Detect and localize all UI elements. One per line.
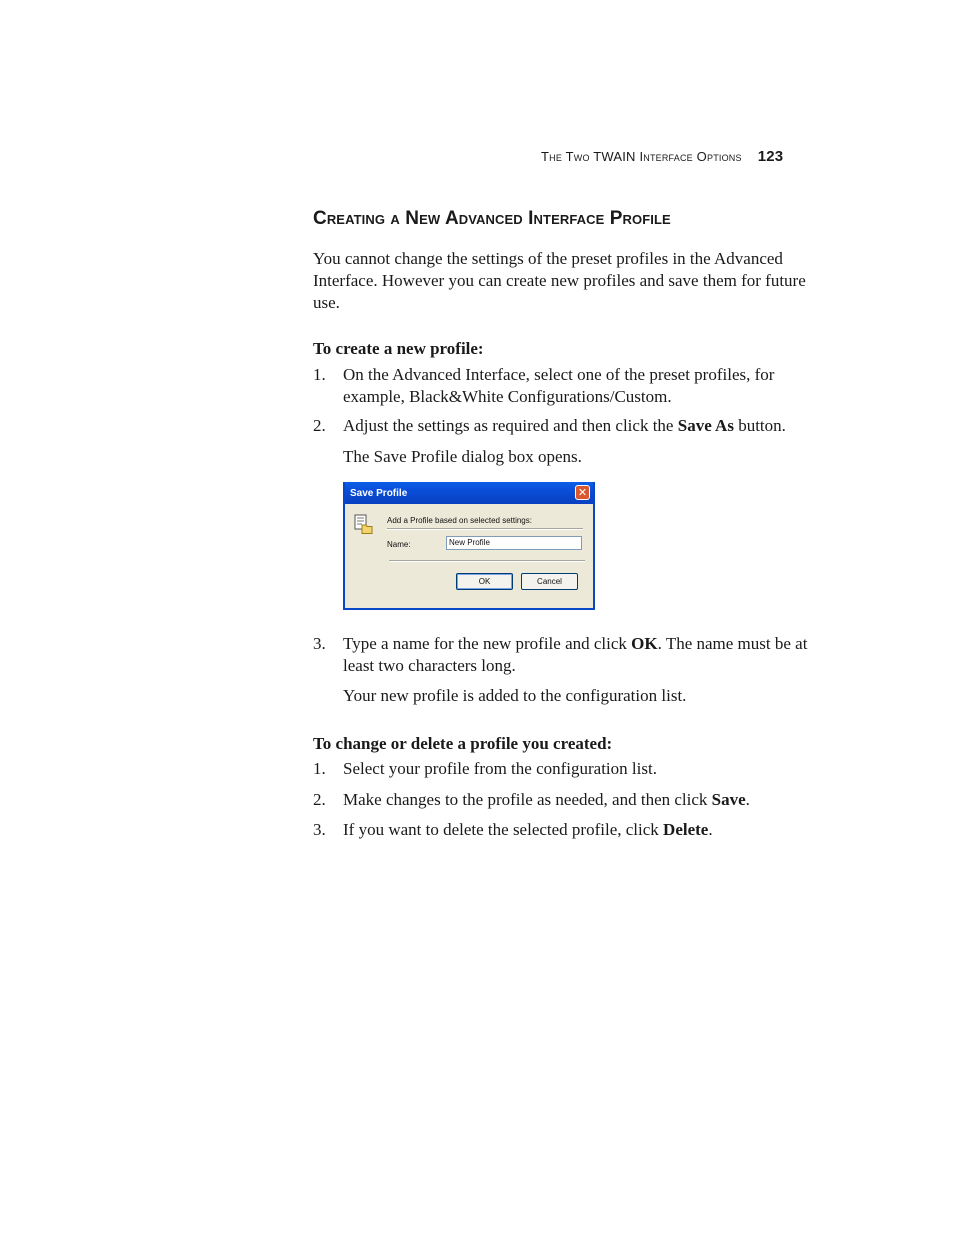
step-number: 3. bbox=[313, 634, 326, 653]
name-label: Name: bbox=[387, 540, 411, 549]
ok-button[interactable]: OK bbox=[456, 573, 513, 590]
create-step-3-note: Your new profile is added to the configuration list. bbox=[343, 686, 687, 705]
create-step-3 bbox=[313, 633, 813, 677]
step-text: On the Advanced Interface, select one of the preset profiles, for example, Black&White Configurations/Custom. bbox=[343, 365, 775, 406]
step-number: 1. bbox=[313, 759, 326, 778]
step-number: 1. bbox=[313, 365, 326, 384]
step-text bbox=[343, 415, 813, 437]
save-profile-dialog bbox=[343, 482, 595, 610]
step-text-part: Make changes to the profile as needed, and then click bbox=[343, 790, 712, 809]
change-step-1 bbox=[313, 758, 813, 780]
close-button[interactable]: ✕ bbox=[575, 485, 590, 500]
dialog-titlebar[interactable] bbox=[345, 482, 593, 504]
step-number: 3. bbox=[313, 820, 326, 839]
change-step-2 bbox=[313, 789, 813, 811]
step-text bbox=[343, 633, 813, 677]
intro-paragraph: You cannot change the settings of the preset profiles in the Advanced Interface. However you can create new profiles and save them for future use. bbox=[313, 249, 806, 312]
step-text-part: button. bbox=[733, 416, 786, 435]
step-number: 2. bbox=[313, 416, 326, 435]
step-text bbox=[343, 789, 813, 811]
create-profile-heading: To create a new profile: bbox=[313, 339, 484, 358]
section-title: Creating a New Advanced Interface Profile bbox=[313, 208, 671, 229]
running-header bbox=[541, 148, 811, 165]
step-text-part: . bbox=[745, 790, 750, 809]
dialog-caption: Add a Profile based on selected settings: bbox=[387, 516, 532, 525]
step-bold-term: Save bbox=[711, 790, 746, 809]
divider bbox=[389, 560, 585, 562]
step-number: 2. bbox=[313, 790, 326, 809]
create-step-2 bbox=[313, 415, 813, 437]
create-step-2-note: The Save Profile dialog box opens. bbox=[343, 447, 582, 466]
document-folder-icon bbox=[353, 514, 373, 534]
change-profile-heading: To change or delete a profile you created: bbox=[313, 734, 613, 753]
step-bold-term: Save As bbox=[677, 416, 734, 435]
step-text: Select your profile from the configuration list. bbox=[343, 759, 657, 778]
profile-name-input[interactable]: New Profile bbox=[446, 536, 582, 550]
step-text-part: . The name must be at least two characters long. bbox=[343, 634, 808, 675]
step-text-part: Adjust the settings as required and then click the bbox=[343, 416, 678, 435]
page-number: 123 bbox=[757, 148, 784, 165]
step-text-part: . bbox=[708, 820, 713, 839]
step-bold-term: Delete bbox=[663, 820, 709, 839]
cancel-button[interactable]: Cancel bbox=[521, 573, 578, 590]
divider bbox=[387, 528, 583, 530]
step-text bbox=[343, 819, 813, 841]
step-text-part: If you want to delete the selected profile, click bbox=[343, 820, 664, 839]
dialog-title: Save Profile bbox=[350, 487, 408, 499]
running-title: The Two TWAIN Interface Options bbox=[541, 149, 742, 164]
step-bold-term: OK bbox=[631, 634, 658, 653]
change-step-3 bbox=[313, 819, 813, 841]
step-text-part: Type a name for the new profile and click bbox=[343, 634, 632, 653]
create-step-1 bbox=[313, 364, 813, 408]
